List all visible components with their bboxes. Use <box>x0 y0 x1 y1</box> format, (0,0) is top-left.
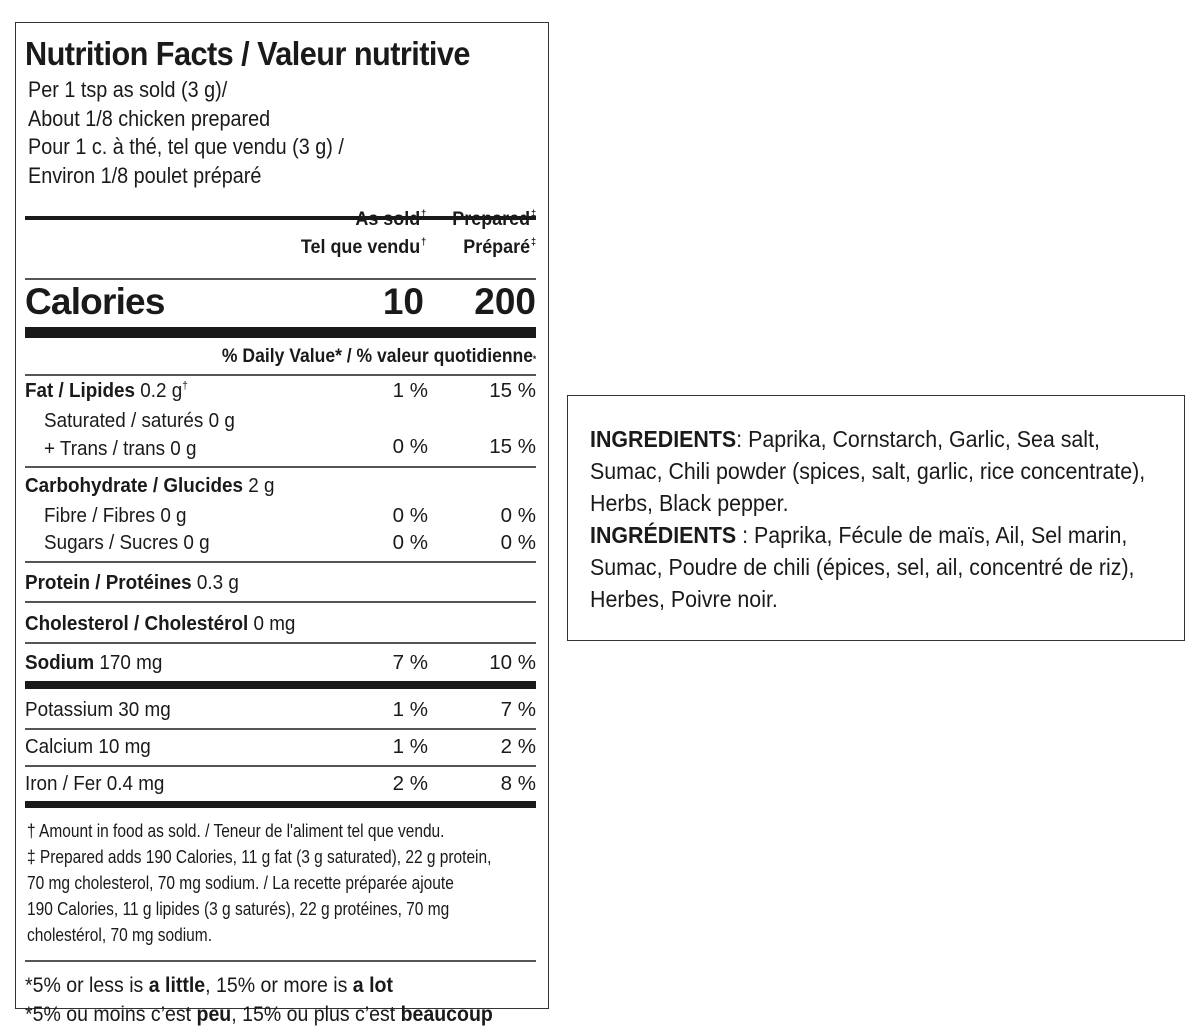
iron-label: Iron / Fer 0.4 mg <box>25 772 165 795</box>
saturated-row <box>44 409 251 433</box>
cholesterol-label: Cholesterol / Cholestérol <box>25 612 249 635</box>
divider <box>25 278 536 280</box>
ingredients-en-line: Herbs, Black pepper. <box>590 490 789 516</box>
divider <box>25 681 536 689</box>
dagger-mark: † <box>182 380 188 393</box>
divider <box>25 960 536 962</box>
divider <box>25 466 536 468</box>
star-mark: * <box>532 354 536 364</box>
calcium-label: Calcium 10 mg <box>25 735 151 758</box>
fibre-row <box>44 504 199 528</box>
sugars-as-sold-dv: 0 % <box>392 531 428 554</box>
divider <box>25 801 536 808</box>
nutrition-title: Nutrition Facts / Valeur nutritive <box>25 35 470 72</box>
serving-line: Per 1 tsp as sold (3 g)/ <box>28 77 228 102</box>
carbohydrate-row <box>25 474 296 498</box>
serving-line: Environ 1/8 poulet préparé <box>28 162 262 188</box>
iron-row <box>25 772 177 796</box>
daily-value-scale-note <box>25 971 493 1029</box>
potassium-prepared-dv: 7 % <box>500 698 536 721</box>
cholesterol-amount: 0 mg <box>253 612 296 635</box>
sugars-label: Sugars / Sucres 0 g <box>44 531 210 554</box>
nutrition-facts-content <box>25 23 536 1026</box>
iron-as-sold-dv: 2 % <box>392 772 428 795</box>
as-sold-en: As sold <box>355 208 420 230</box>
fat-row <box>25 379 202 403</box>
sodium-label: Sodium <box>25 651 95 674</box>
ingredients-panel <box>567 395 1185 641</box>
carbohydrate-label: Carbohydrate / Glucides <box>25 474 243 497</box>
calories-as-sold: 10 <box>382 281 424 322</box>
cholesterol-row <box>25 612 319 636</box>
ingredients-en-label: INGREDIENTS <box>590 426 737 452</box>
double-dagger-mark: ‡ <box>530 237 536 248</box>
fat-as-sold-dv: 1 % <box>392 379 428 402</box>
serving-size <box>28 76 344 190</box>
daily-value-header <box>222 345 536 368</box>
sodium-prepared-dv: 10 % <box>489 651 536 674</box>
fibre-as-sold-dv: 0 % <box>392 504 428 527</box>
ingredients-text <box>590 423 1145 615</box>
fat-prepared-dv: 15 % <box>489 379 536 402</box>
calcium-as-sold-dv: 1 % <box>392 735 428 758</box>
calcium-row <box>25 735 162 759</box>
footnote-line: 190 Calories, 11 g lipides (3 g saturés), 22 g protéines, 70 mg <box>27 899 450 919</box>
trans-row <box>44 437 210 461</box>
divider <box>25 728 536 730</box>
saturated-label: Saturated / saturés 0 g <box>44 409 235 432</box>
protein-label: Protein / Protéines <box>25 571 192 594</box>
potassium-label: Potassium 30 mg <box>25 698 171 721</box>
potassium-row <box>25 698 183 722</box>
sodium-amount: 170 mg <box>99 651 163 674</box>
fat-label: Fat / Lipides <box>25 379 136 402</box>
footnote-line: 70 mg cholesterol, 70 mg sodium. / La recette préparée ajoute <box>27 873 454 893</box>
fat-amount: 0.2 g <box>140 379 183 402</box>
nutrition-facts-panel <box>15 22 549 1026</box>
column-header-as-sold <box>301 203 426 259</box>
footnote-line: cholestérol, 70 mg sodium. <box>27 925 212 945</box>
protein-amount: 0.3 g <box>196 571 239 594</box>
footnote-line: † Amount in food as sold. / Teneur de l'aliment tel que vendu. <box>27 821 445 841</box>
fibre-label: Fibre / Fibres 0 g <box>44 504 187 527</box>
carbohydrate-amount: 2 g <box>248 474 275 497</box>
calories-label: Calories <box>25 281 165 322</box>
sodium-row <box>25 651 174 675</box>
ingredients-fr-line: Sumac, Poudre de chili (épices, sel, ail, concentré de riz), <box>590 554 1135 580</box>
divider <box>25 601 536 603</box>
trans-label: + Trans / trans 0 g <box>44 437 197 460</box>
ingredients-fr-label: INGRÉDIENTS <box>590 522 737 548</box>
divider <box>25 642 536 644</box>
sugars-prepared-dv: 0 % <box>500 531 536 554</box>
as-sold-fr: Tel que vendu <box>300 236 420 258</box>
fibre-prepared-dv: 0 % <box>500 504 536 527</box>
ingredients-en-line: Sumac, Chili powder (spices, salt, garlic, rice concentrate), <box>590 458 1146 484</box>
column-header-prepared <box>452 203 536 259</box>
calcium-prepared-dv: 2 % <box>500 735 536 758</box>
ingredients-en-line: INGREDIENTS: Paprika, Cornstarch, Garlic, Sea salt, <box>590 426 1100 452</box>
footnotes <box>27 818 491 948</box>
ingredients-fr-line: Herbes, Poivre noir. <box>590 586 778 612</box>
daily-value-text: % Daily Value* / % valeur quotidienne <box>221 345 533 367</box>
divider <box>25 765 536 767</box>
sodium-as-sold-dv: 7 % <box>392 651 428 674</box>
serving-line: About 1/8 chicken prepared <box>28 105 271 131</box>
sugars-row <box>44 531 224 555</box>
protein-row <box>25 571 257 595</box>
dagger-mark: † <box>420 209 426 220</box>
scale-note-fr: *5% ou moins c’est peu, 15% ou plus c’est beaucoup <box>25 1003 493 1026</box>
prepared-en: Prepared <box>452 208 530 230</box>
prepared-fr: Préparé <box>463 236 530 258</box>
calories-prepared: 200 <box>474 281 536 322</box>
potassium-as-sold-dv: 1 % <box>392 698 428 721</box>
iron-prepared-dv: 8 % <box>500 772 536 795</box>
ingredients-fr-line: INGRÉDIENTS : Paprika, Fécule de maïs, Ail, Sel marin, <box>590 522 1128 548</box>
trans-as-sold-dv: 0 % <box>392 435 428 458</box>
trans-prepared-dv: 15 % <box>489 435 536 458</box>
divider <box>25 374 536 376</box>
divider <box>25 561 536 563</box>
scale-note-en: *5% or less is a little, 15% or more is a lot <box>25 974 393 997</box>
footnote-line: ‡ Prepared adds 190 Calories, 11 g fat (3 g saturated), 22 g protein, <box>27 847 492 867</box>
dagger-mark: † <box>420 237 426 248</box>
serving-line: Pour 1 c. à thé, tel que vendu (3 g) / <box>28 134 344 159</box>
double-dagger-mark: ‡ <box>530 209 536 220</box>
divider <box>25 327 536 338</box>
